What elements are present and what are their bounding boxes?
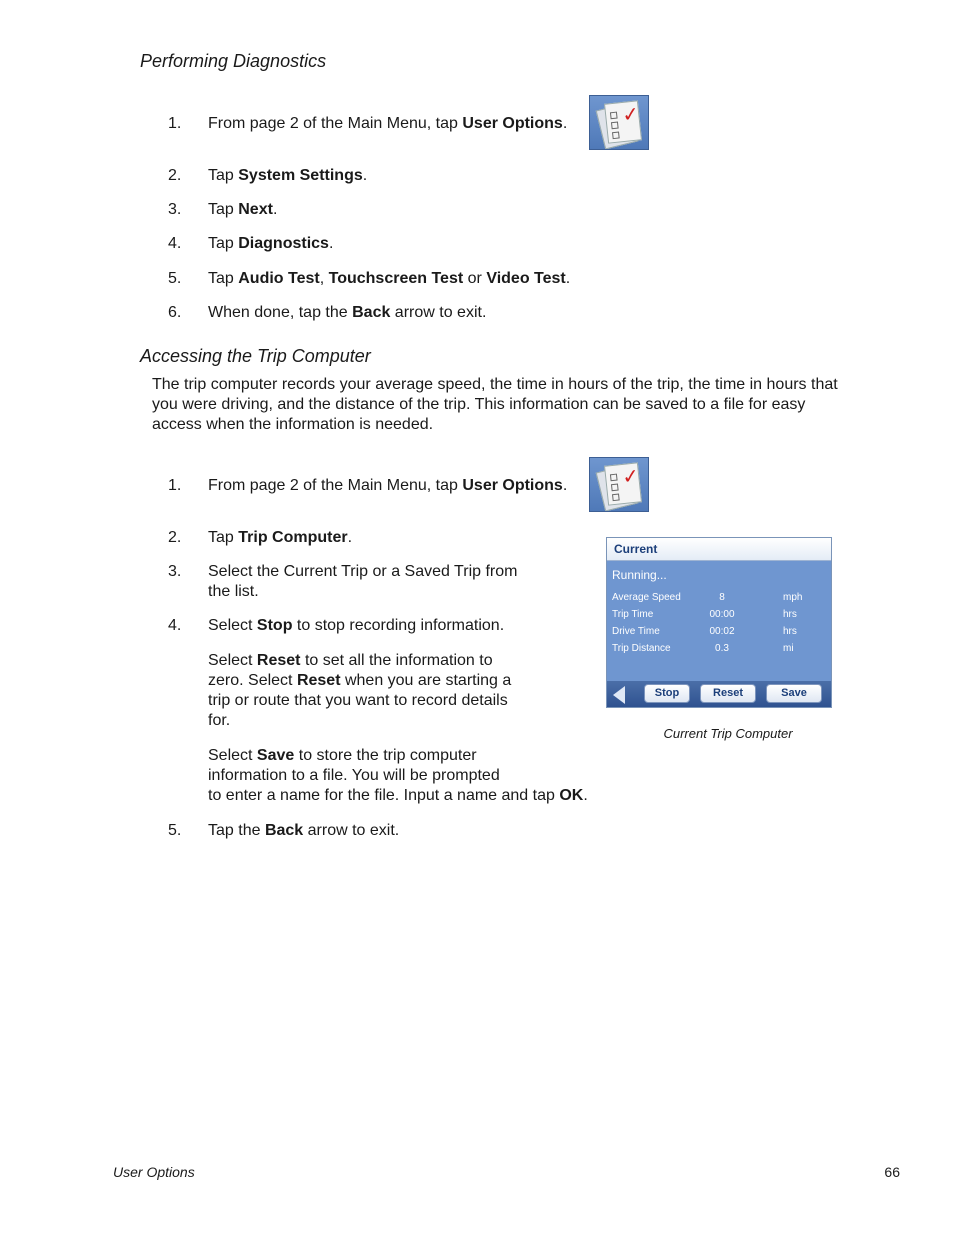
trip-row-unit: hrs bbox=[783, 626, 797, 637]
step-number: 4. bbox=[168, 235, 182, 252]
stop-button[interactable]: Stop bbox=[644, 684, 690, 703]
step-text: From page 2 of the Main Menu, tap User Options. bbox=[208, 115, 568, 132]
step-number: 1. bbox=[168, 115, 182, 132]
step-text: Tap the Back arrow to exit. bbox=[208, 822, 400, 839]
user-options-icon: ✓ bbox=[589, 457, 649, 512]
page-number: 66 bbox=[884, 1164, 900, 1180]
step-text: From page 2 of the Main Menu, tap User Options. bbox=[208, 477, 568, 494]
step-text: When done, tap the Back arrow to exit. bbox=[208, 304, 487, 321]
intro-line: you were driving, and the distance of the trip. This information can be saved to a file for easy bbox=[152, 396, 806, 413]
intro-paragraph bbox=[152, 375, 892, 435]
trip-row-value: 00:02 bbox=[709, 626, 735, 637]
step-number: 1. bbox=[168, 477, 182, 494]
step-number: 5. bbox=[168, 822, 182, 839]
step-text: Tap Audio Test, Touchscreen Test or Video Test. bbox=[208, 270, 571, 287]
intro-line: access when the information is needed. bbox=[152, 416, 434, 433]
trip-row-value: 8 bbox=[719, 592, 725, 603]
step-line: Select the Current Trip or a Saved Trip from bbox=[208, 563, 518, 580]
user-options-icon: ✓ bbox=[589, 95, 649, 150]
trip-header bbox=[607, 538, 831, 561]
save-paragraph: Select Save to store the trip computer information to a file. You will be prompted to enter a name for the file. Input a name and tap OK. bbox=[208, 747, 588, 804]
step-text: Tap Next. bbox=[208, 201, 278, 218]
step-text: Tap System Settings. bbox=[208, 167, 368, 184]
step-number: 6. bbox=[168, 304, 182, 321]
trip-row-value: 0.3 bbox=[715, 643, 729, 654]
step-text: Select Stop to stop recording information. bbox=[208, 617, 505, 634]
footer-section-title: User Options bbox=[113, 1164, 195, 1180]
section-heading-diagnostics: Performing Diagnostics bbox=[140, 51, 327, 71]
trip-panel bbox=[607, 561, 831, 681]
trip-toolbar bbox=[607, 681, 831, 707]
figure-caption: Current Trip Computer bbox=[663, 726, 793, 741]
step-line: the list. bbox=[208, 583, 259, 600]
step-text: Tap Trip Computer. bbox=[208, 529, 353, 546]
trip-row-unit: mi bbox=[783, 643, 794, 654]
section-heading-trip-computer: Accessing the Trip Computer bbox=[140, 346, 371, 366]
reset-paragraph: Select Reset to set all the information to zero. Select Reset when you are starting a trip or route that you want to record details for. bbox=[208, 652, 512, 729]
step-text: Tap Diagnostics. bbox=[208, 235, 334, 252]
step-number: 2. bbox=[168, 167, 182, 184]
trip-row-label: Trip Time bbox=[612, 609, 654, 620]
reset-button[interactable]: Reset bbox=[700, 684, 756, 703]
trip-row-unit: mph bbox=[783, 592, 803, 603]
step-number: 2. bbox=[168, 529, 182, 546]
trip-row-value: 00:00 bbox=[709, 609, 735, 620]
trip-row-unit: hrs bbox=[783, 609, 797, 620]
trip-row-label: Drive Time bbox=[612, 626, 660, 637]
trip-header-label: Current bbox=[614, 542, 658, 556]
save-button[interactable]: Save bbox=[766, 684, 822, 703]
trip-row-label: Trip Distance bbox=[612, 643, 671, 654]
step-number: 3. bbox=[168, 563, 182, 580]
trip-status: Running... bbox=[612, 568, 667, 582]
step-text bbox=[208, 562, 517, 602]
intro-line: The trip computer records your average speed, the time in hours of the trip, the time in hours that bbox=[152, 376, 838, 393]
step-number: 3. bbox=[168, 201, 182, 218]
trip-computer-screenshot bbox=[606, 537, 832, 708]
step-number: 4. bbox=[168, 617, 182, 634]
step-number: 5. bbox=[168, 270, 182, 287]
trip-row-label: Average Speed bbox=[612, 592, 681, 603]
back-arrow-icon[interactable] bbox=[613, 686, 625, 704]
